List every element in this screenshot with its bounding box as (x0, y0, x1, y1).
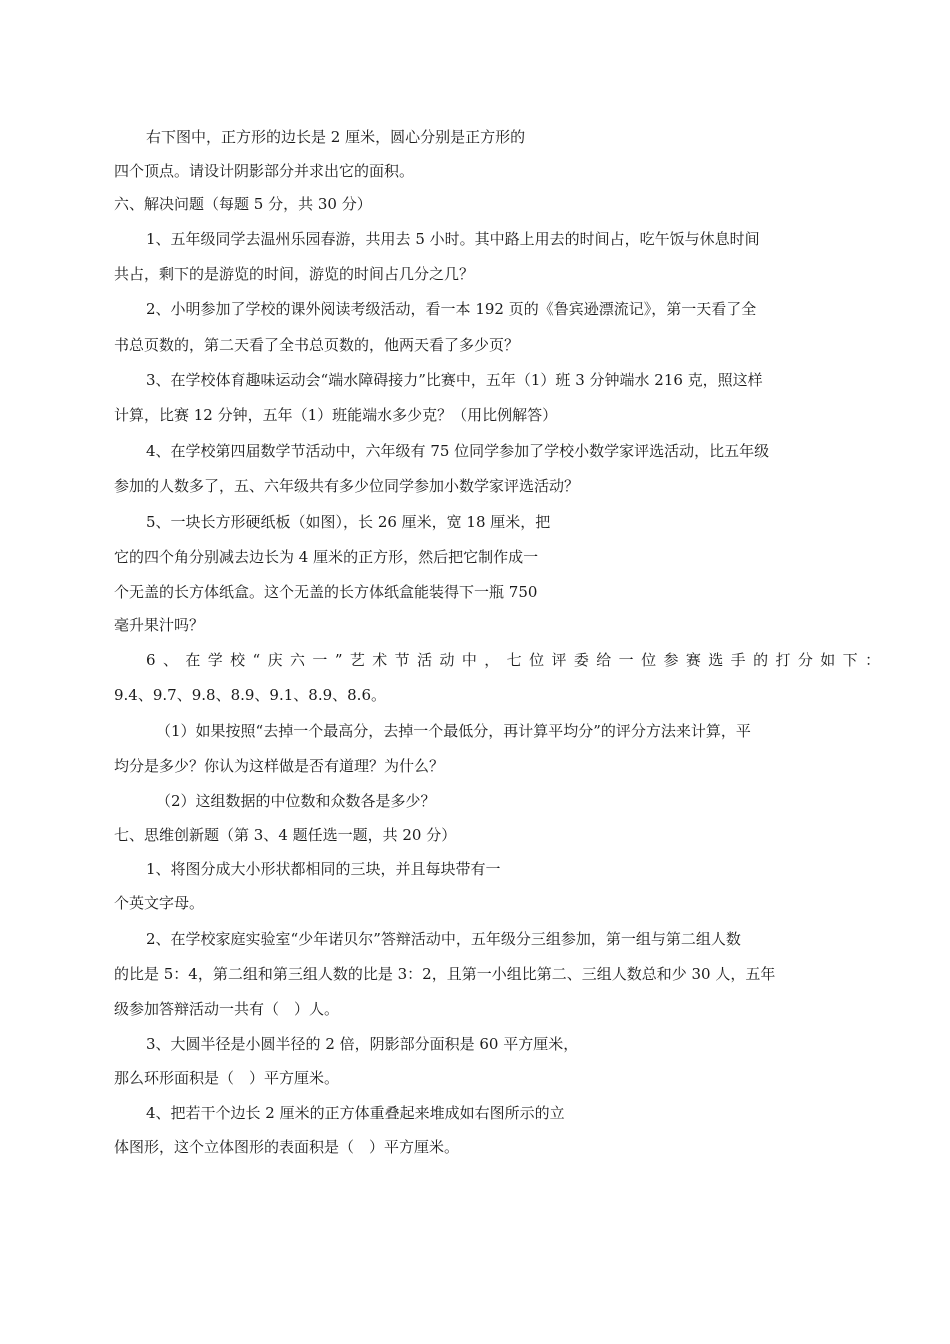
creative-question-2-line-2: 的比是 5：4，第二组和第三组人数的比是 3：2，且第一小组比第二、三组人数总和少 30 人，五年 (114, 965, 776, 983)
question-6-line-1: 6、在学校“庆六一”艺术节活动中，七位评委给一位参赛选手的打分如下： (146, 651, 888, 669)
question-5-line-1: 5、一块长方形硬纸板（如图），长 26 厘米，宽 18 厘米，把 (146, 513, 551, 531)
question-4-line-1: 4、在学校第四届数学节活动中，六年级有 75 位同学参加了学校小数学家评选活动，比五年级 (146, 442, 770, 460)
creative-question-3-line-2: 那么环形面积是（ ）平方厘米。 (114, 1069, 340, 1087)
creative-question-2-line-3: 级参加答辩活动一共有（ ）人。 (114, 1000, 340, 1018)
creative-question-3-line-1: 3、大圆半径是小圆半径的 2 倍，阴影部分面积是 60 平方厘米， (146, 1035, 579, 1053)
section-heading-problem-solving: 六、解决问题（每题 5 分，共 30 分） (114, 195, 372, 213)
question-4-line-2: 参加的人数多了，五、六年级共有多少位同学参加小数学家评选活动？ (114, 477, 580, 495)
question-6-part-2: （2）这组数据的中位数和众数各是多少？ (156, 792, 436, 810)
creative-question-1-line-1: 1、将图分成大小形状都相同的三块，并且每块带有一 (146, 860, 501, 878)
question-6-scores: 9.4、9.7、9.8、8.9、9.1、8.9、8.6。 (114, 686, 386, 704)
creative-question-2-line-1: 2、在学校家庭实验室“少年诺贝尔”答辩活动中，五年级分三组参加，第一组与第二组人数 (146, 930, 741, 948)
creative-question-4-line-2: 体图形，这个立体图形的表面积是（ ）平方厘米。 (114, 1138, 460, 1156)
question-1-line-2: 共占，剩下的是游览的时间，游览的时间占几分之几？ (114, 265, 475, 283)
question-3-line-1: 3、在学校体育趣味运动会“端水障碍接力”比赛中，五年（1）班 3 分钟端水 216 克，照这样 (146, 371, 763, 389)
question-5-line-4: 毫升果汁吗？ (114, 616, 205, 634)
question-5-line-2: 它的四个角分别减去边长为 4 厘米的正方形，然后把它制作成一 (114, 548, 539, 566)
question-3-line-2: 计算，比赛 12 分钟，五年（1）班能端水多少克？（用比例解答） (114, 406, 558, 424)
section-heading-creative-thinking: 七、思维创新题（第 3、4 题任选一题，共 20 分） (114, 826, 457, 844)
question-1-line-1: 1、五年级同学去温州乐园春游，共用去 5 小时。其中路上用去的时间占，吃午饭与休息时间 (146, 230, 760, 248)
geometry-question-text-line-1: 右下图中，正方形的边长是 2 厘米，圆心分别是正方形的 (146, 128, 526, 146)
question-6-part-1-line-2: 均分是多少？你认为这样做是否有道理？为什么？ (114, 757, 445, 775)
question-5-line-3: 个无盖的长方体纸盒。这个无盖的长方体纸盒能装得下一瓶 750 (114, 583, 538, 601)
creative-question-1-line-2: 个英文字母。 (114, 894, 205, 912)
question-6-part-1-line-1: （1）如果按照“去掉一个最高分，去掉一个最低分，再计算平均分”的评分方法来计算，平 (156, 722, 751, 740)
question-2-line-1: 2、小明参加了学校的课外阅读考级活动，看一本 192 页的《鲁宾逊漂流记》，第一天看了全 (146, 300, 757, 318)
creative-question-4-line-1: 4、把若干个边长 2 厘米的正方体重叠起来堆成如右图所示的立 (146, 1104, 565, 1122)
question-2-line-2: 书总页数的，第二天看了全书总页数的，他两天看了多少页？ (114, 336, 520, 354)
geometry-question-text-line-2: 四个顶点。请设计阴影部分并求出它的面积。 (114, 162, 415, 180)
